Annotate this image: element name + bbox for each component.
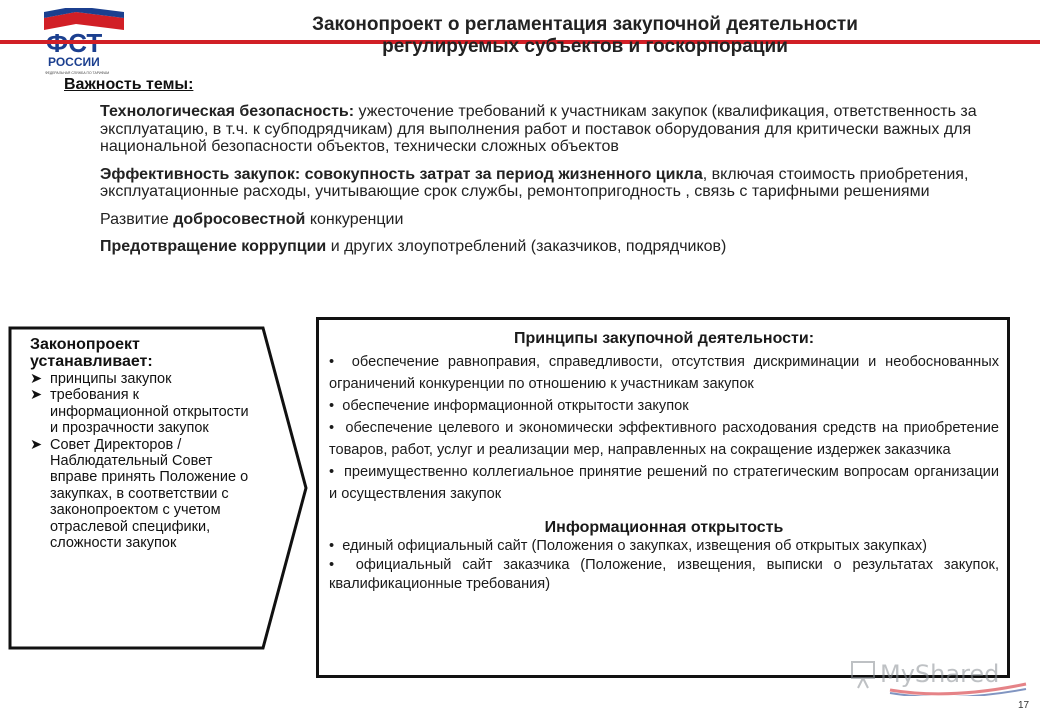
- openness-item: • единый официальный сайт (Положения о закупках, извещения об открытых закупках): [329, 538, 928, 554]
- principle-item: • обеспечение информационной открытости закупок: [329, 398, 689, 414]
- chevron-right-icon: ➤: [30, 436, 43, 453]
- chevron-right-icon: ➤: [30, 387, 43, 404]
- principle-text: обеспечение равноправия, справедливости, отсутствия дискриминации и необоснованных ограничений конкуренции по отношению к участникам закупок: [329, 354, 1000, 392]
- fst-logo: [18, 8, 128, 80]
- openness-text: единый официальный сайт (Положения о закупках, извещения об открытых закупках): [342, 538, 928, 554]
- openness-item: • официальный сайт заказчика (Положение, извещения, выписки о результатах закупок, квалификационные требования): [329, 557, 999, 592]
- principle-item: • обеспечение равноправия, справедливости, отсутствия дискриминации и необоснованных ограничений конкуренции по отношению к участникам закупок: [329, 354, 1000, 392]
- left-box-item-text: Совет Директоров / Наблюдательный Совет вправе принять Положение о закупках, в соответствии с законопроектом с учетом отраслевой специфики, сложности закупок: [50, 436, 249, 552]
- left-box-item-text: принципы закупок: [50, 371, 172, 387]
- importance-list: [100, 103, 980, 266]
- point-bold: Технологическая безопасность:: [100, 103, 355, 120]
- principle-text: обеспечение информационной открытости закупок: [342, 398, 689, 414]
- title-line-1: Законопроект о регламентация закупочной деятельности: [308, 14, 862, 36]
- point-pre: Развитие: [100, 210, 174, 228]
- principles-box: [316, 317, 1010, 678]
- chevron-right-icon: ➤: [30, 371, 43, 387]
- presentation-icon: [852, 662, 874, 688]
- myshared-watermark: [850, 656, 1030, 696]
- importance-heading: Важность темы:: [64, 76, 194, 93]
- logo-sub: РОССИИ: [48, 55, 100, 69]
- left-box-item-text: требования к информационной открытости и прозрачности закупок: [50, 387, 249, 437]
- importance-point-anticorruption: [100, 238, 980, 256]
- importance-point-competition: [100, 211, 980, 229]
- left-box-item: [30, 387, 258, 436]
- logo-tagline: ФЕДЕРАЛЬНАЯ СЛУЖБА ПО ТАРИФАМ: [45, 71, 110, 75]
- page-title: [195, 14, 975, 58]
- point-text: конкуренции: [305, 210, 404, 228]
- principles-heading: Принципы закупочной деятельности:: [513, 330, 815, 347]
- left-box: [30, 336, 258, 551]
- point-bold: добросовестной: [173, 210, 306, 228]
- page-number: 17: [1018, 700, 1030, 711]
- point-bold: Предотвращение коррупции: [100, 238, 327, 255]
- openness-text: официальный сайт заказчика (Положение, извещения, выписки о результатах закупок, квалификационные требования): [329, 557, 999, 592]
- left-box-title: Законопроект устанавливает:: [30, 336, 153, 370]
- principle-text: обеспечение целевого и экономически эффективного расходования средств на приобретение товаров, работ, услуг и реализации мер, направленных на сокращение издержек заказчика: [329, 420, 999, 458]
- left-box-item: [30, 371, 258, 387]
- point-text: и других злоупотреблений (заказчиков, подрядчиков): [326, 238, 727, 255]
- principle-item: • преимущественно коллегиальное принятие решений по стратегическим вопросам организации и осуществления закупок: [329, 464, 999, 502]
- openness-heading: Информационная открытость: [544, 519, 784, 536]
- point-bold: Эффективность закупок: совокупность затрат за период жизненного цикла: [100, 165, 703, 183]
- importance-point-tech-security: [100, 103, 980, 156]
- watermark-text: MyShared: [880, 660, 1000, 688]
- point-text: , включая стоимость приобретения, эксплуатационные расходы, учитывающие срок службы, ремонтопригодность , связь с тарифными решениями: [100, 165, 969, 200]
- importance-point-efficiency: [100, 166, 980, 201]
- principle-text: преимущественно коллегиальное принятие решений по стратегическим вопросам организации и осуществления закупок: [329, 464, 999, 502]
- point-text: ужесточение требований к участникам закупок (квалификация, ответственность за эксплуатацию, в т.ч. к субподрядчикам) для выполнения работ и поставок оборудования для критически важных для национальной безопасности объектов, технически сложных объектов: [100, 103, 977, 155]
- title-line-2: регулируемых субъектов и госкорпорации: [382, 36, 788, 57]
- left-box-item: [30, 437, 258, 552]
- principle-item: • обеспечение целевого и экономически эффективного расходования средств на приобретение товаров, работ, услуг и реализации мер, направленных на сокращение издержек заказчика: [329, 420, 999, 458]
